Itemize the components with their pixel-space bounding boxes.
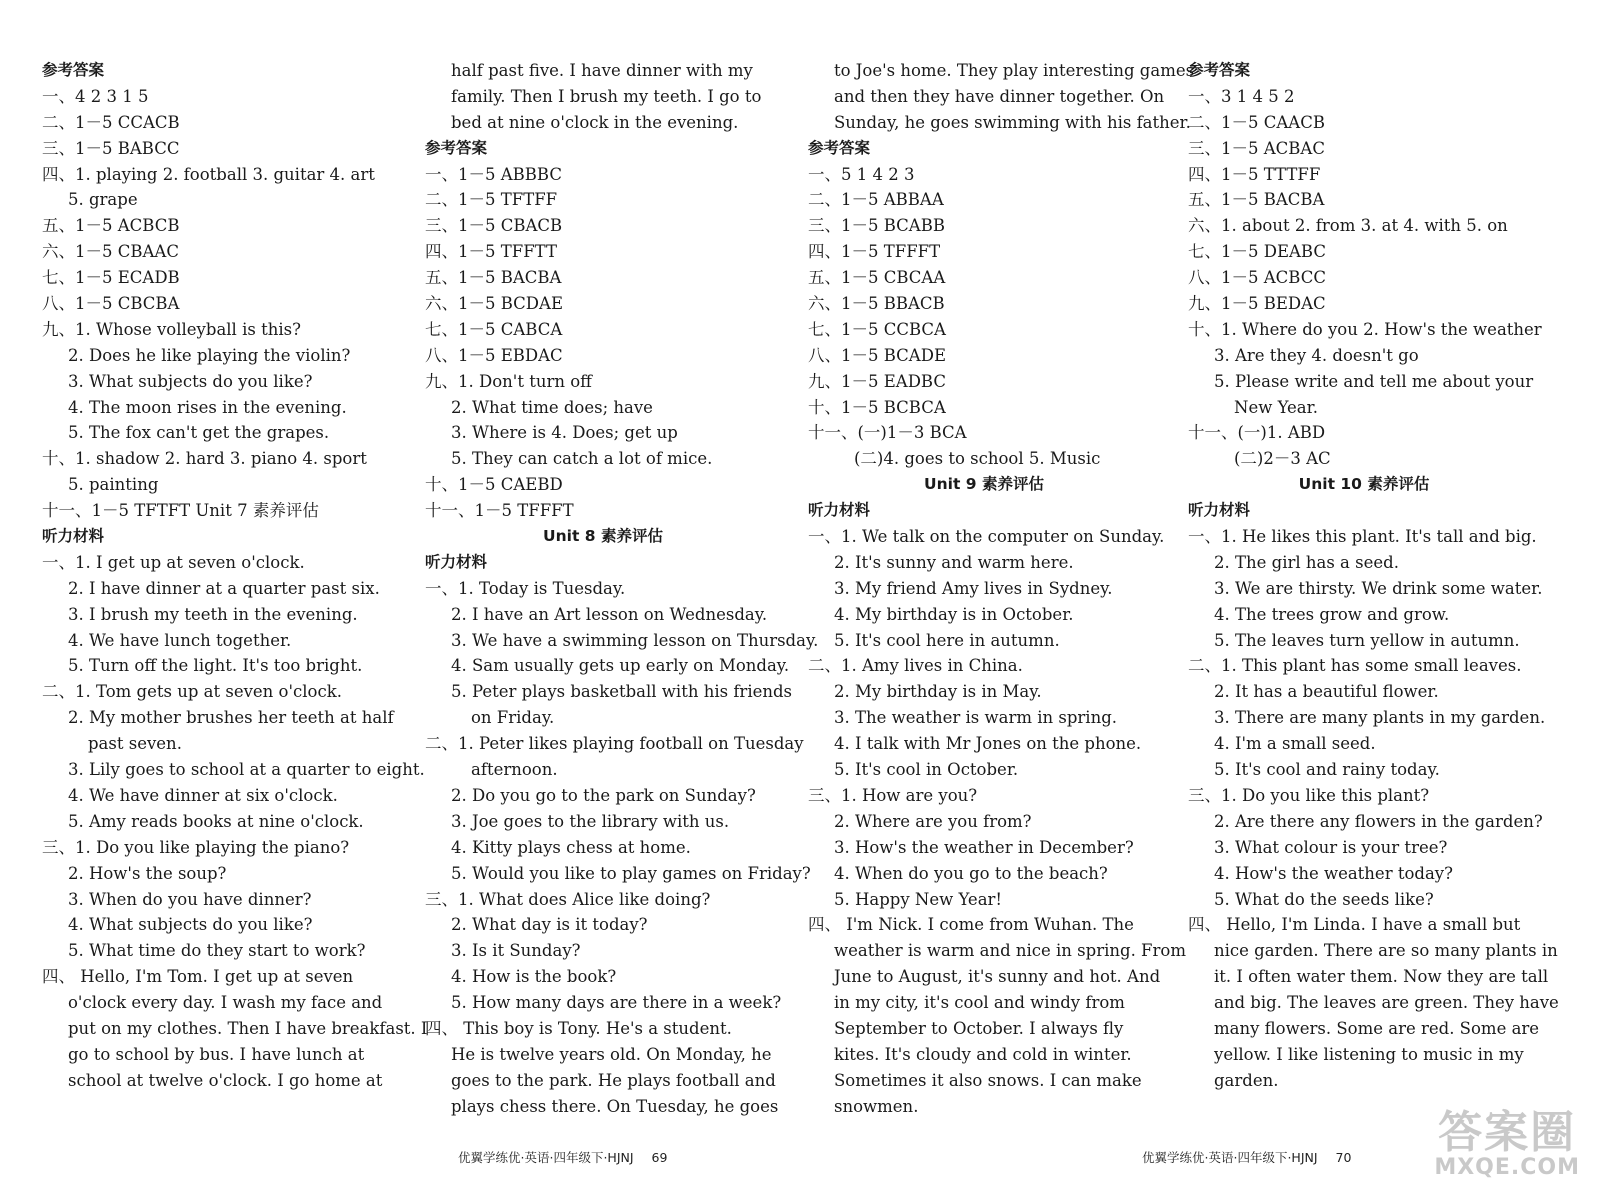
section-heading: 听力材料	[425, 552, 488, 571]
answer-line: 3. My friend Amy lives in Sydney.	[834, 578, 1113, 598]
answer-line: 4. I talk with Mr Jones on the phone.	[834, 734, 1142, 754]
answer-line: 四、 Hello, I'm Linda. I have a small but	[1188, 915, 1521, 935]
answer-line: 三、1－5 ACBAC	[1188, 138, 1325, 158]
section-heading: Unit 9 素养评估	[924, 475, 1044, 494]
answer-line: kites. It's cloudy and cold in winter.	[834, 1044, 1132, 1064]
answer-line: 5. Peter plays basketball with his friends	[451, 682, 793, 702]
answer-line: 5. It's cool in October.	[834, 760, 1019, 780]
answer-line: 5. What time do they start to work?	[68, 941, 366, 961]
answer-line: 二、1. This plant has some small leaves.	[1188, 656, 1522, 676]
answer-line: 4. We have lunch together.	[68, 630, 292, 650]
page-number: 69	[651, 1150, 668, 1165]
answer-line: He is twelve years old. On Monday, he	[451, 1044, 772, 1064]
answer-line: 2. My mother brushes her teeth at half	[68, 708, 394, 728]
answer-line: 2. I have dinner at a quarter past six.	[68, 578, 380, 598]
section-heading: 参考答案	[42, 61, 105, 79]
answer-line: 5. Would you like to play games on Friday?	[451, 863, 811, 883]
answer-line: 十、1. shadow 2. hard 3. piano 4. sport	[42, 449, 367, 469]
answer-line: 十、1－5 BCBCA	[808, 397, 946, 417]
answer-line: to Joe's home. They play interesting games	[834, 61, 1195, 80]
answer-line: 2. What time does; have	[451, 397, 653, 417]
answer-line: 八、1－5 EBDAC	[425, 345, 563, 365]
answer-line: 5. The leaves turn yellow in autumn.	[1214, 630, 1520, 650]
answer-line: 二、1－5 ABBAA	[808, 190, 944, 210]
answer-line: 4. Sam usually gets up early on Monday.	[451, 656, 790, 676]
answer-line: 4. How is the book?	[451, 967, 617, 987]
answer-line: 九、1－5 EADBC	[808, 371, 946, 391]
answer-line: 九、1. Don't turn off	[425, 371, 592, 391]
answer-line: 2. Where are you from?	[834, 811, 1032, 831]
answer-line: 四、1－5 TFFFT	[808, 242, 941, 262]
answer-line: past seven.	[88, 734, 182, 754]
section-heading: 参考答案	[425, 138, 488, 157]
footer-book-title: 优翼学练优·英语·四年级下·HJNJ	[1142, 1150, 1318, 1165]
answer-line: 3. Joe goes to the library with us.	[451, 811, 730, 831]
answer-line: yellow. I like listening to music in my	[1214, 1044, 1524, 1064]
answer-line: 5. Please write and tell me about your	[1214, 371, 1534, 391]
answer-line: 3. Where is 4. Does; get up	[451, 423, 678, 443]
answer-line: 四、1. playing 2. football 3. guitar 4. art	[42, 164, 375, 184]
answer-line: June to August, it's sunny and hot. And	[834, 967, 1161, 987]
answer-line: snowmen.	[834, 1096, 919, 1116]
answer-line: 一、3 1 4 5 2	[1188, 86, 1295, 106]
answer-column-3	[808, 58, 1195, 1120]
answer-line: 二、1. Peter likes playing football on Tuesday	[425, 734, 804, 754]
answer-line: put on my clothes. Then I have breakfast. I	[68, 1018, 428, 1038]
answer-line: 3. When do you have dinner?	[68, 889, 312, 909]
watermark-url: MXQE.COM	[1434, 1155, 1580, 1181]
answer-line: 八、1－5 BCADE	[808, 345, 946, 365]
answer-line: 3. Is it Sunday?	[451, 941, 581, 961]
answer-line: 二、1. Amy lives in China.	[808, 656, 1023, 676]
answer-line: family. Then I brush my teeth. I go to	[451, 86, 762, 106]
page-footer-left	[458, 1148, 667, 1166]
answer-line: 三、1－5 BABCC	[42, 138, 180, 158]
page-number: 70	[1335, 1150, 1352, 1165]
answer-line: 4. The trees grow and grow.	[1214, 604, 1450, 624]
answer-line: 五、1－5 BACBA	[1188, 190, 1325, 210]
answer-line: on Friday.	[471, 708, 555, 728]
answer-line: 十一、1－5 TFFFT	[425, 501, 574, 521]
answer-line: 4. Kitty plays chess at home.	[451, 837, 691, 857]
answer-line: 5. What do the seeds like?	[1214, 889, 1434, 909]
section-heading: 参考答案	[1188, 61, 1251, 79]
answer-line: 4. My birthday is in October.	[834, 604, 1074, 624]
answer-line: 5. grape	[68, 190, 138, 210]
answer-line: nice garden. There are so many plants in	[1214, 941, 1558, 961]
answer-line: 3. I brush my teeth in the evening.	[68, 604, 358, 624]
answer-line: plays chess there. On Tuesday, he goes	[451, 1096, 779, 1116]
answer-line: 一、1－5 ABBBC	[425, 164, 562, 184]
answer-line: 十一、(一)1－3 BCA	[808, 423, 967, 443]
answer-line: 3. The weather is warm in spring.	[834, 708, 1118, 728]
answer-line: 三、1－5 CBACB	[425, 216, 563, 236]
answer-line: 十、1. Where do you 2. How's the weather	[1188, 319, 1542, 339]
answer-line: 四、1－5 TFFTT	[425, 242, 557, 262]
answer-line: 三、1. How are you?	[808, 785, 978, 805]
answer-line: afternoon.	[471, 760, 558, 780]
answer-line: 2. It has a beautiful flower.	[1214, 682, 1439, 702]
answer-line: o'clock every day. I wash my face and	[68, 993, 383, 1013]
answer-line: 三、1－5 BCABB	[808, 216, 945, 236]
answer-line: 二、1. Tom gets up at seven o'clock.	[42, 682, 342, 702]
answer-line: 八、1－5 ACBCC	[1188, 268, 1326, 288]
answer-line: 六、1－5 BCDAE	[425, 294, 563, 314]
answer-line: 4. What subjects do you like?	[68, 915, 313, 935]
watermark-logo	[1434, 1107, 1580, 1181]
answer-column-1	[42, 58, 428, 1094]
answer-line: 九、1. Whose volleyball is this?	[42, 319, 301, 339]
page-footer-right	[1142, 1148, 1351, 1166]
answer-line: 六、1－5 CBAAC	[42, 242, 179, 262]
answer-line: 3. Are they 4. doesn't go	[1214, 345, 1419, 365]
answer-line: garden.	[1214, 1070, 1279, 1090]
answer-line: 三、1. What does Alice like doing?	[425, 889, 711, 909]
answer-line: 九、1－5 BEDAC	[1188, 294, 1326, 314]
answer-line: school at twelve o'clock. I go home at	[68, 1070, 383, 1090]
answer-line: in my city, it's cool and windy from	[834, 993, 1125, 1013]
answer-line: 六、1. about 2. from 3. at 4. with 5. on	[1188, 216, 1508, 236]
answer-line: 三、1. Do you like this plant?	[1188, 785, 1430, 805]
answer-line: 5. painting	[68, 475, 159, 495]
answer-line: 2. My birthday is in May.	[834, 682, 1042, 702]
answer-line: 一、5 1 4 2 3	[808, 164, 915, 184]
answer-line: 5. It's cool here in autumn.	[834, 630, 1060, 650]
section-heading: 听力材料	[42, 527, 105, 546]
answer-line: New Year.	[1234, 397, 1318, 417]
answer-column-2	[425, 58, 819, 1120]
answer-line: 4. When do you go to the beach?	[834, 863, 1108, 883]
answer-line: 五、1－5 CBCAA	[808, 268, 946, 288]
answer-line: 2. Are there any flowers in the garden?	[1214, 811, 1543, 831]
answer-line: go to school by bus. I have lunch at	[68, 1044, 365, 1064]
answer-line: 七、1－5 ECADB	[42, 268, 180, 288]
answer-line: 3. We are thirsty. We drink some water.	[1214, 578, 1543, 598]
answer-line: (二)2－3 AC	[1234, 449, 1331, 469]
answer-line: 二、1－5 TFTFF	[425, 190, 558, 210]
answer-line: it. I often water them. Now they are tall	[1214, 967, 1549, 987]
footer-book-title: 优翼学练优·英语·四年级下·HJNJ	[458, 1150, 634, 1165]
answer-line: 5. Turn off the light. It's too bright.	[68, 656, 363, 676]
answer-line: 4. How's the weather today?	[1214, 863, 1453, 883]
answer-line: 5. How many days are there in a week?	[451, 993, 782, 1013]
answer-line: 四、 Hello, I'm Tom. I get up at seven	[42, 967, 354, 987]
answer-column-4	[1188, 58, 1559, 1094]
answer-line: 5. Amy reads books at nine o'clock.	[68, 811, 364, 831]
section-heading: Unit 8 素养评估	[543, 527, 663, 546]
answer-line: 3. We have a swimming lesson on Thursday.	[451, 630, 819, 650]
answer-line: and then they have dinner together. On	[834, 86, 1165, 106]
answer-line: 2. Does he like playing the violin?	[68, 345, 351, 365]
answer-line: 5. It's cool and rainy today.	[1214, 760, 1440, 780]
answer-line: 四、1－5 TTTFF	[1188, 164, 1321, 184]
answer-line: and big. The leaves are green. They have	[1214, 993, 1559, 1013]
answer-line: 十一、(一)1. ABD	[1188, 423, 1326, 443]
answer-line: 3. What colour is your tree?	[1214, 837, 1448, 857]
section-heading: 参考答案	[808, 138, 871, 157]
answer-line: 七、1－5 DEABC	[1188, 242, 1326, 262]
answer-line: weather is warm and nice in spring. From	[834, 941, 1186, 961]
answer-line: 六、1－5 BBACB	[808, 294, 945, 314]
answer-line: (二)4. goes to school 5. Music	[854, 449, 1101, 469]
answer-line: 4. We have dinner at six o'clock.	[68, 785, 338, 805]
answer-line: 一、1. Today is Tuesday.	[425, 578, 626, 598]
answer-line: 2. How's the soup?	[68, 863, 227, 883]
answer-line: 一、1. I get up at seven o'clock.	[42, 552, 305, 572]
answer-line: 四、 I'm Nick. I come from Wuhan. The	[808, 915, 1134, 935]
answer-line: 一、4 2 3 1 5	[42, 86, 149, 106]
answer-line: Sunday, he goes swimming with his father.	[834, 112, 1191, 132]
answer-line: 十一、1－5 TFTFT Unit 7 素养评估	[42, 501, 319, 521]
answer-line: 七、1－5 CCBCA	[808, 319, 946, 339]
answer-line: 3. How's the weather in December?	[834, 837, 1134, 857]
answer-line: 4. I'm a small seed.	[1214, 734, 1376, 754]
answer-line: 二、1－5 CCACB	[42, 112, 180, 132]
answer-line: 三、1. Do you like playing the piano?	[42, 837, 350, 857]
answer-line: 3. What subjects do you like?	[68, 371, 313, 391]
answer-line: 八、1－5 CBCBA	[42, 294, 180, 314]
answer-line: 5. The fox can't get the grapes.	[68, 423, 330, 443]
answer-line: 二、1－5 CAACB	[1188, 112, 1325, 132]
section-heading: 听力材料	[1188, 501, 1251, 520]
answer-line: Sometimes it also snows. I can make	[834, 1070, 1142, 1090]
answer-line: 十、1－5 CAEBD	[425, 475, 563, 495]
answer-line: 3. There are many plants in my garden.	[1214, 708, 1546, 728]
answer-line: 2. I have an Art lesson on Wednesday.	[451, 604, 768, 624]
answer-line: 2. Do you go to the park on Sunday?	[451, 785, 756, 805]
answer-line: 一、1. He likes this plant. It's tall and big.	[1188, 527, 1537, 547]
answer-line: 五、1－5 ACBCB	[42, 216, 180, 236]
answer-line: many flowers. Some are red. Some are	[1214, 1018, 1540, 1038]
section-heading: Unit 10 素养评估	[1298, 475, 1430, 494]
answer-line: 2. The girl has a seed.	[1214, 552, 1399, 572]
watermark-text: 答案圈	[1438, 1107, 1577, 1158]
answer-line: goes to the park. He plays football and	[451, 1070, 776, 1090]
section-heading: 听力材料	[808, 501, 871, 520]
answer-line: 七、1－5 CABCA	[425, 319, 563, 339]
answer-line: 2. What day is it today?	[451, 915, 648, 935]
answer-line: 5. They can catch a lot of mice.	[451, 449, 713, 469]
answer-line: 3. Lily goes to school at a quarter to eight.	[68, 760, 425, 780]
answer-line: 2. It's sunny and warm here.	[834, 552, 1074, 572]
answer-line: September to October. I always fly	[834, 1018, 1124, 1038]
answer-line: bed at nine o'clock in the evening.	[451, 112, 739, 132]
answer-line: half past five. I have dinner with my	[451, 61, 753, 80]
answer-line: 四、 This boy is Tony. He's a student.	[425, 1018, 732, 1038]
answer-line: 五、1－5 BACBA	[425, 268, 562, 288]
answer-line: 4. The moon rises in the evening.	[68, 397, 347, 417]
answer-line: 5. Happy New Year!	[834, 889, 1003, 909]
answer-line: 一、1. We talk on the computer on Sunday.	[808, 527, 1165, 547]
